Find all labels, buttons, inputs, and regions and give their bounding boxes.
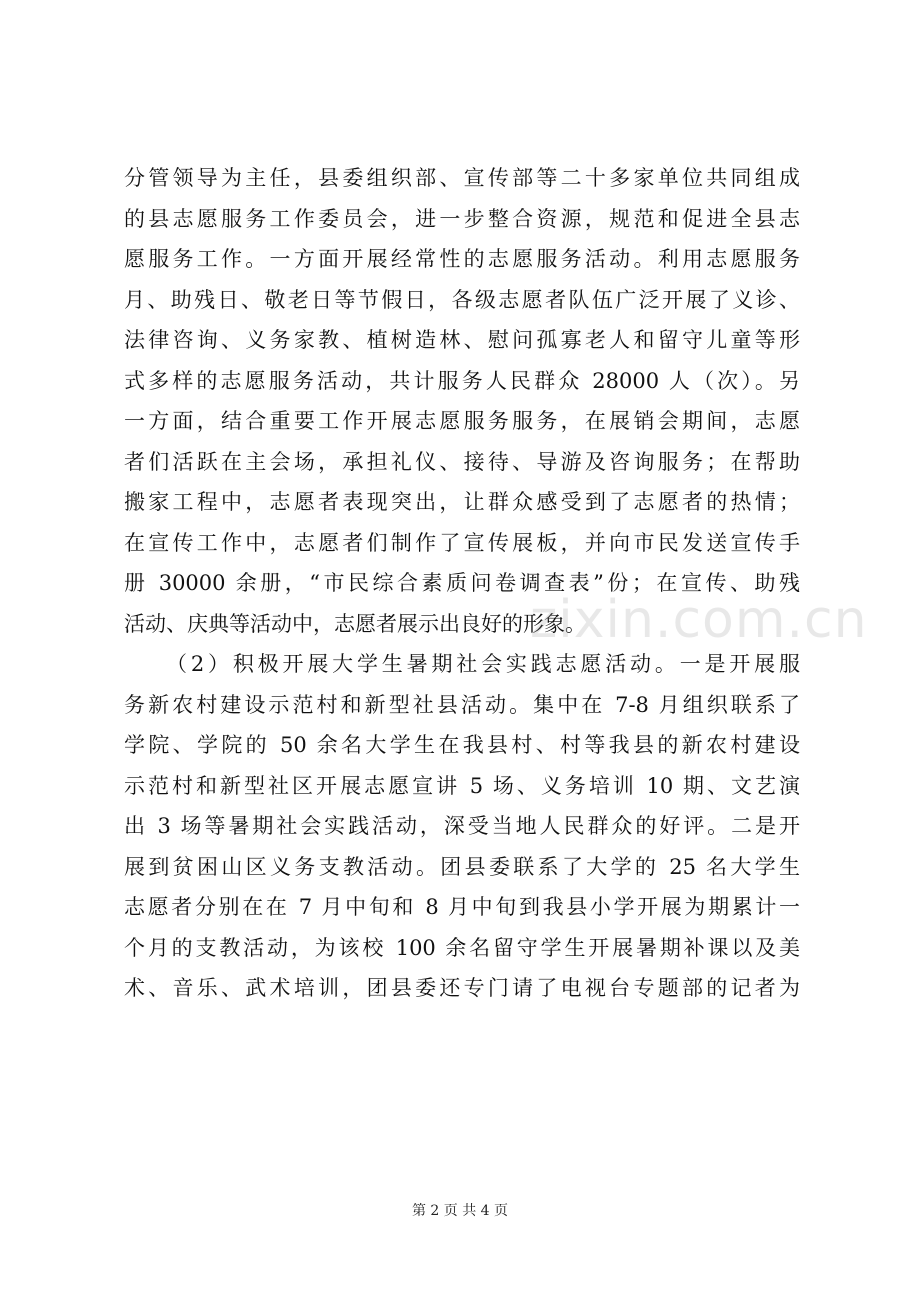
paragraph-line: 分管领导为主任，县委组织部、宣传部等二十多家单位共同组成 [124, 166, 800, 190]
paragraph-line: 月、助残日、敬老日等节假日，各级志愿者队伍广泛开展了义诊、 [124, 287, 800, 312]
paragraph-1 [124, 158, 800, 644]
paragraph-line: 在宣传工作中，志愿者们制作了宣传展板，并向市民发送宣传手 [124, 530, 800, 555]
paragraph-line: 示范村和新型社区开展志愿宣讲 5 场、义务培训 10 期、文艺演 [124, 773, 800, 798]
paragraph-line: 的县志愿服务工作委员会，进一步整合资源，规范和促进全县志 [124, 206, 800, 231]
paragraph-line: 展到贫困山区义务支教活动。团县委联系了大学的 25 名大学生 [124, 854, 800, 879]
paragraph-line: 务新农村建设示范村和新型社县活动。集中在 7-8 月组织联系了 [124, 692, 800, 717]
paragraph-line: 学院、学院的 50 余名大学生在我县村、村等我县的新农村建设 [124, 733, 800, 757]
page-number: 第 2 页 共 4 页 [411, 1203, 509, 1219]
document-body [124, 158, 800, 1009]
paragraph-line: （2）积极开展大学生暑期社会实践志愿活动。一是开展服 [166, 652, 800, 676]
paragraph-line: 愿服务工作。一方面开展经常性的志愿服务活动。利用志愿服务 [124, 247, 800, 271]
paragraph-line: 志愿者分别在在 7 月中旬和 8 月中旬到我县小学开展为期累计一 [124, 895, 800, 919]
paragraph-line: 个月的支教活动，为该校 100 余名留守学生开展暑期补课以及美 [124, 935, 800, 960]
watermark: zixin.com.cn [530, 590, 868, 650]
paragraph-line: 术、音乐、武术培训，团县委还专门请了电视台专题部的记者为 [124, 976, 800, 1000]
paragraph-line: 法律咨询、义务家教、植树造林、慰问孤寡老人和留守儿童等形 [124, 328, 800, 352]
paragraph-line: 者们活跃在主会场，承担礼仪、接待、导游及咨询服务；在帮助 [124, 449, 800, 474]
paragraph-2 [124, 644, 800, 1009]
page-footer [0, 1200, 920, 1220]
paragraph-line: 一方面，结合重要工作开展志愿服务服务，在展销会期间，志愿 [124, 409, 800, 433]
paragraph-line: 册 30000 余册，“市民综合素质问卷调查表”份；在宣传、助残 [124, 571, 800, 595]
paragraph-line: 式多样的志愿服务活动，共计服务人民群众 28000 人（次）。另 [124, 368, 800, 393]
paragraph-line: 搬家工程中，志愿者表现突出，让群众感受到了志愿者的热情； [124, 490, 800, 514]
paragraph-line: 活动、庆典等活动中，志愿者展示出良好的形象。 [124, 611, 586, 636]
paragraph-line: 出 3 场等暑期社会实践活动，深受当地人民群众的好评。二是开 [124, 814, 800, 838]
